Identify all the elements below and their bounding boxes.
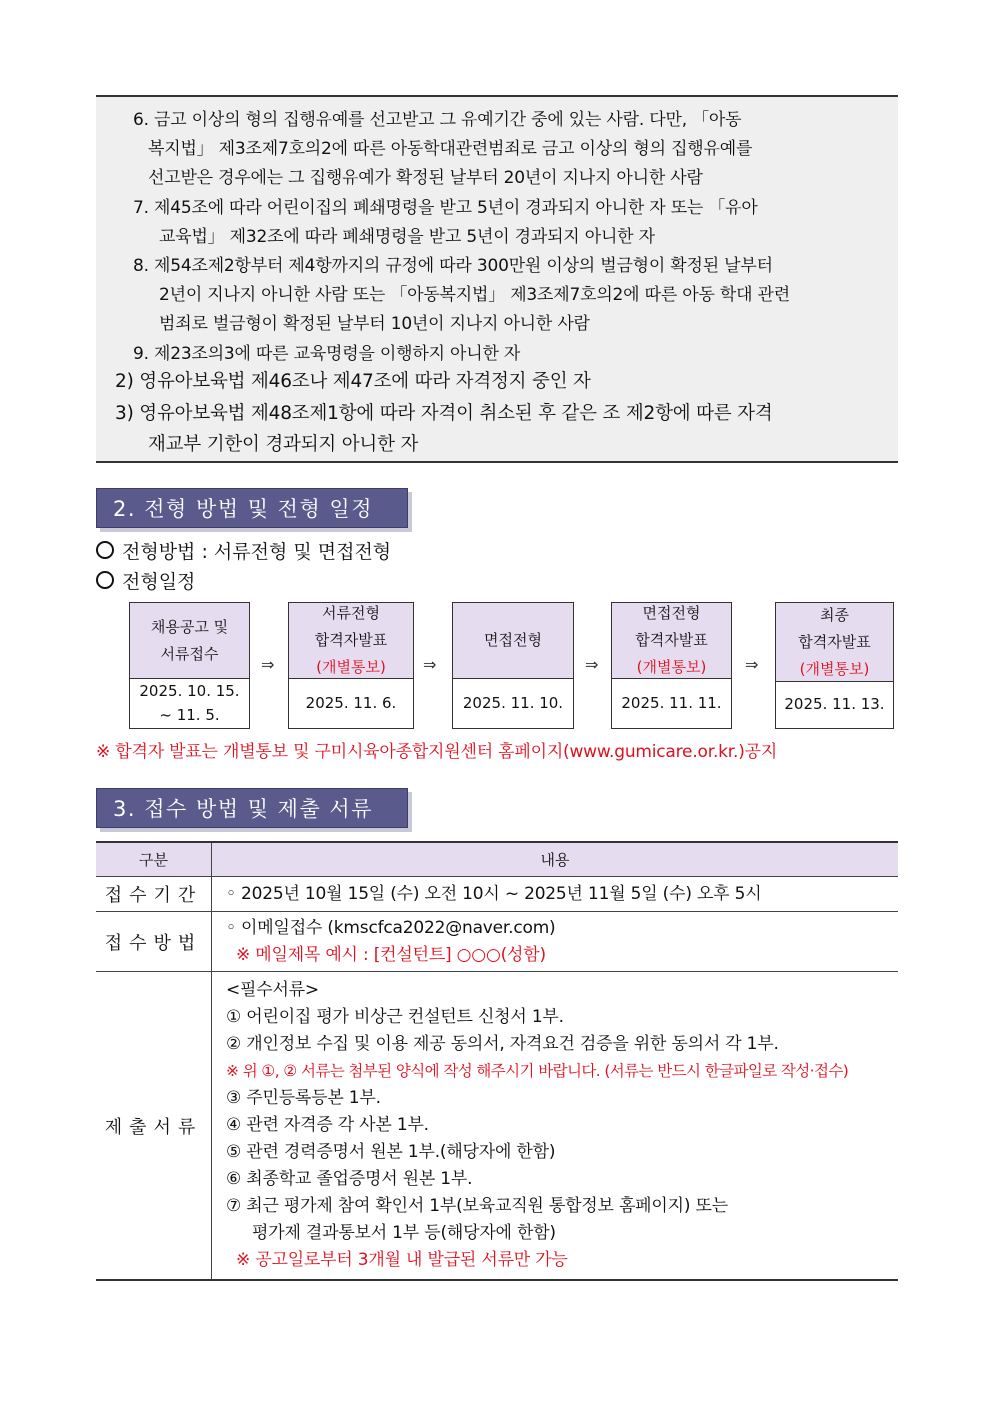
method-label: 접수방법	[96, 912, 212, 972]
circle-bullet-icon	[96, 541, 114, 559]
step-date: 2025. 11. 6.	[305, 693, 397, 712]
step-date: 2025. 11. 11.	[621, 693, 722, 712]
header-content: 내용	[212, 842, 899, 877]
documents-label: 제출서류	[96, 972, 212, 1281]
step-title-line2: 합격자발표	[798, 632, 871, 651]
step-title-line2: 합격자발표	[314, 631, 388, 649]
arrow-icon: ⇒	[745, 655, 759, 674]
item3-line1: 3) 영유아보육법 제48조제1항에 따라 자격이 취소된 후 같은 조 제2항에 따른 자격	[115, 403, 773, 424]
schedule-step-interview	[452, 602, 574, 729]
item6-line1: 6. 금고 이상의 형의 집행유예를 선고받고 그 유예기간 중에 있는 사람. 다만, 「아동	[133, 110, 742, 130]
step-date-end: ~ 11. 5.	[159, 705, 220, 724]
table-row-documents	[96, 972, 898, 1281]
doc-1: ① 어린이집 평가 비상근 컨설턴트 신청서 1부.	[226, 1007, 564, 1027]
section3-title: 3. 접수 방법 및 제출 서류	[96, 788, 408, 828]
doc-7-line1: ⑦ 최근 평가제 참여 확인서 1부(보육교직원 통합정보 홈페이지) 또는	[226, 1196, 728, 1216]
item8-line3: 범죄로 벌금형이 확정된 날부터 10년이 지나지 아니한 사람	[159, 314, 590, 334]
issue-date-note: ※ 공고일로부터 3개월 내 발급된 서류만 가능	[236, 1250, 568, 1270]
step-title-line1: 최종	[820, 605, 849, 624]
item3-line2: 재교부 기한이 경과되지 아니한 자	[148, 434, 419, 455]
step-title-line1: 면접전형	[642, 604, 701, 622]
item6-line3: 선고받은 경우에는 그 집행유예가 확정된 날부터 20년이 지나지 아니한 사람	[148, 168, 703, 188]
period-label: 접수기간	[96, 877, 212, 912]
schedule-step-application	[129, 602, 250, 729]
step-individual-notice: (개별통보)	[799, 659, 870, 678]
doc-2: ② 개인정보 수집 및 이용 제공 동의서, 자격요건 검증을 위한 동의서 각 1부.	[226, 1034, 779, 1054]
step-date: 2025. 11. 10.	[462, 693, 564, 712]
doc-6: ⑥ 최종학교 졸업증명서 원본 1부.	[226, 1169, 473, 1189]
header-category: 구분	[96, 842, 212, 877]
item7-line2: 교육법」 제32조에 따라 폐쇄명령을 받고 5년이 경과되지 아니한 자	[159, 227, 655, 247]
selection-method: 전형방법 : 서류전형 및 면접전형	[96, 537, 391, 564]
step-title-line2: 서류접수	[160, 644, 219, 663]
announcement-note: ※ 합격자 발표는 개별통보 및 구미시육아종합지원센터 홈페이지(www.gumicare.or.kr.)공지	[96, 742, 778, 762]
required-docs-heading: <필수서류>	[226, 980, 319, 1000]
period-value: ◦ 2025년 10월 15일 (수) 오전 10시 ~ 2025년 11월 5일 (수) 오후 5시	[212, 877, 899, 912]
doc-3: ③ 주민등록등본 1부.	[226, 1088, 381, 1108]
item8-line2: 2년이 지나지 아니한 사람 또는 「아동복지법」 제3조제7호의2에 따른 아동 학대 관련	[159, 285, 790, 305]
method-value	[212, 912, 899, 972]
item2: 2) 영유아보육법 제46조나 제47조에 따라 자격정지 중인 자	[115, 371, 591, 392]
email-subject-note: ※ 메일제목 예시 : [컨설턴트] ○○○(성함)	[236, 944, 546, 965]
doc-2-note: ※ 위 ①, ② 서류는 첨부된 양식에 작성 해주시기 바랍니다. (서류는 반드시 한글파일로 작성·접수)	[226, 1062, 849, 1080]
step-title-line1: 채용공고 및	[150, 617, 229, 636]
step-title-line1: 서류전형	[322, 604, 380, 622]
step-individual-notice: (개별통보)	[316, 658, 386, 676]
schedule-step-interview-result	[611, 602, 732, 729]
step-date: 2025. 11. 13.	[784, 695, 885, 713]
arrow-icon: ⇒	[585, 655, 599, 674]
step-date-start: 2025. 10. 15.	[139, 681, 240, 700]
step-title-line2: 합격자발표	[635, 631, 708, 649]
item7-line1: 7. 제45조에 따라 어린이집의 폐쇄명령을 받고 5년이 경과되지 아니한 자 또는 「유아	[133, 198, 758, 218]
item8-line1: 8. 제54조제2항부터 제4항까지의 규정에 따라 300만원 이상의 벌금형이 확정된 날부터	[133, 256, 773, 276]
documents-value	[212, 972, 899, 1281]
item6-line2: 복지법」 제3조제7호의2에 따른 아동학대관련범죄로 금고 이상의 형의 집행유예를	[148, 139, 753, 159]
doc-4: ④ 관련 자격증 각 사본 1부.	[226, 1115, 429, 1135]
schedule-step-final-result	[775, 602, 894, 729]
email-submission: ◦ 이메일접수 (kmscfca2022@naver.com)	[226, 917, 556, 938]
step-title-line1: 면접전형	[484, 631, 542, 649]
doc-5: ⑤ 관련 경력증명서 원본 1부.(해당자에 한함)	[226, 1142, 556, 1162]
circle-bullet-icon	[96, 571, 114, 589]
item9: 9. 제23조의3에 따른 교육명령을 이행하지 아니한 자	[133, 344, 521, 364]
table-header-row	[96, 842, 898, 877]
submission-table	[96, 841, 898, 1281]
selection-schedule-label: 전형일정	[96, 567, 195, 594]
step-individual-notice: (개별통보)	[636, 658, 707, 676]
schedule-step-document-result	[288, 602, 414, 729]
arrow-icon: ⇒	[261, 655, 275, 674]
arrow-icon: ⇒	[423, 655, 437, 674]
table-row-method	[96, 912, 898, 972]
section2-title: 2. 전형 방법 및 전형 일정	[96, 488, 408, 528]
disqualification-box	[96, 95, 898, 463]
table-row-period	[96, 877, 898, 912]
doc-7-line2: 평가제 결과통보서 1부 등(해당자에 한함)	[252, 1223, 556, 1243]
